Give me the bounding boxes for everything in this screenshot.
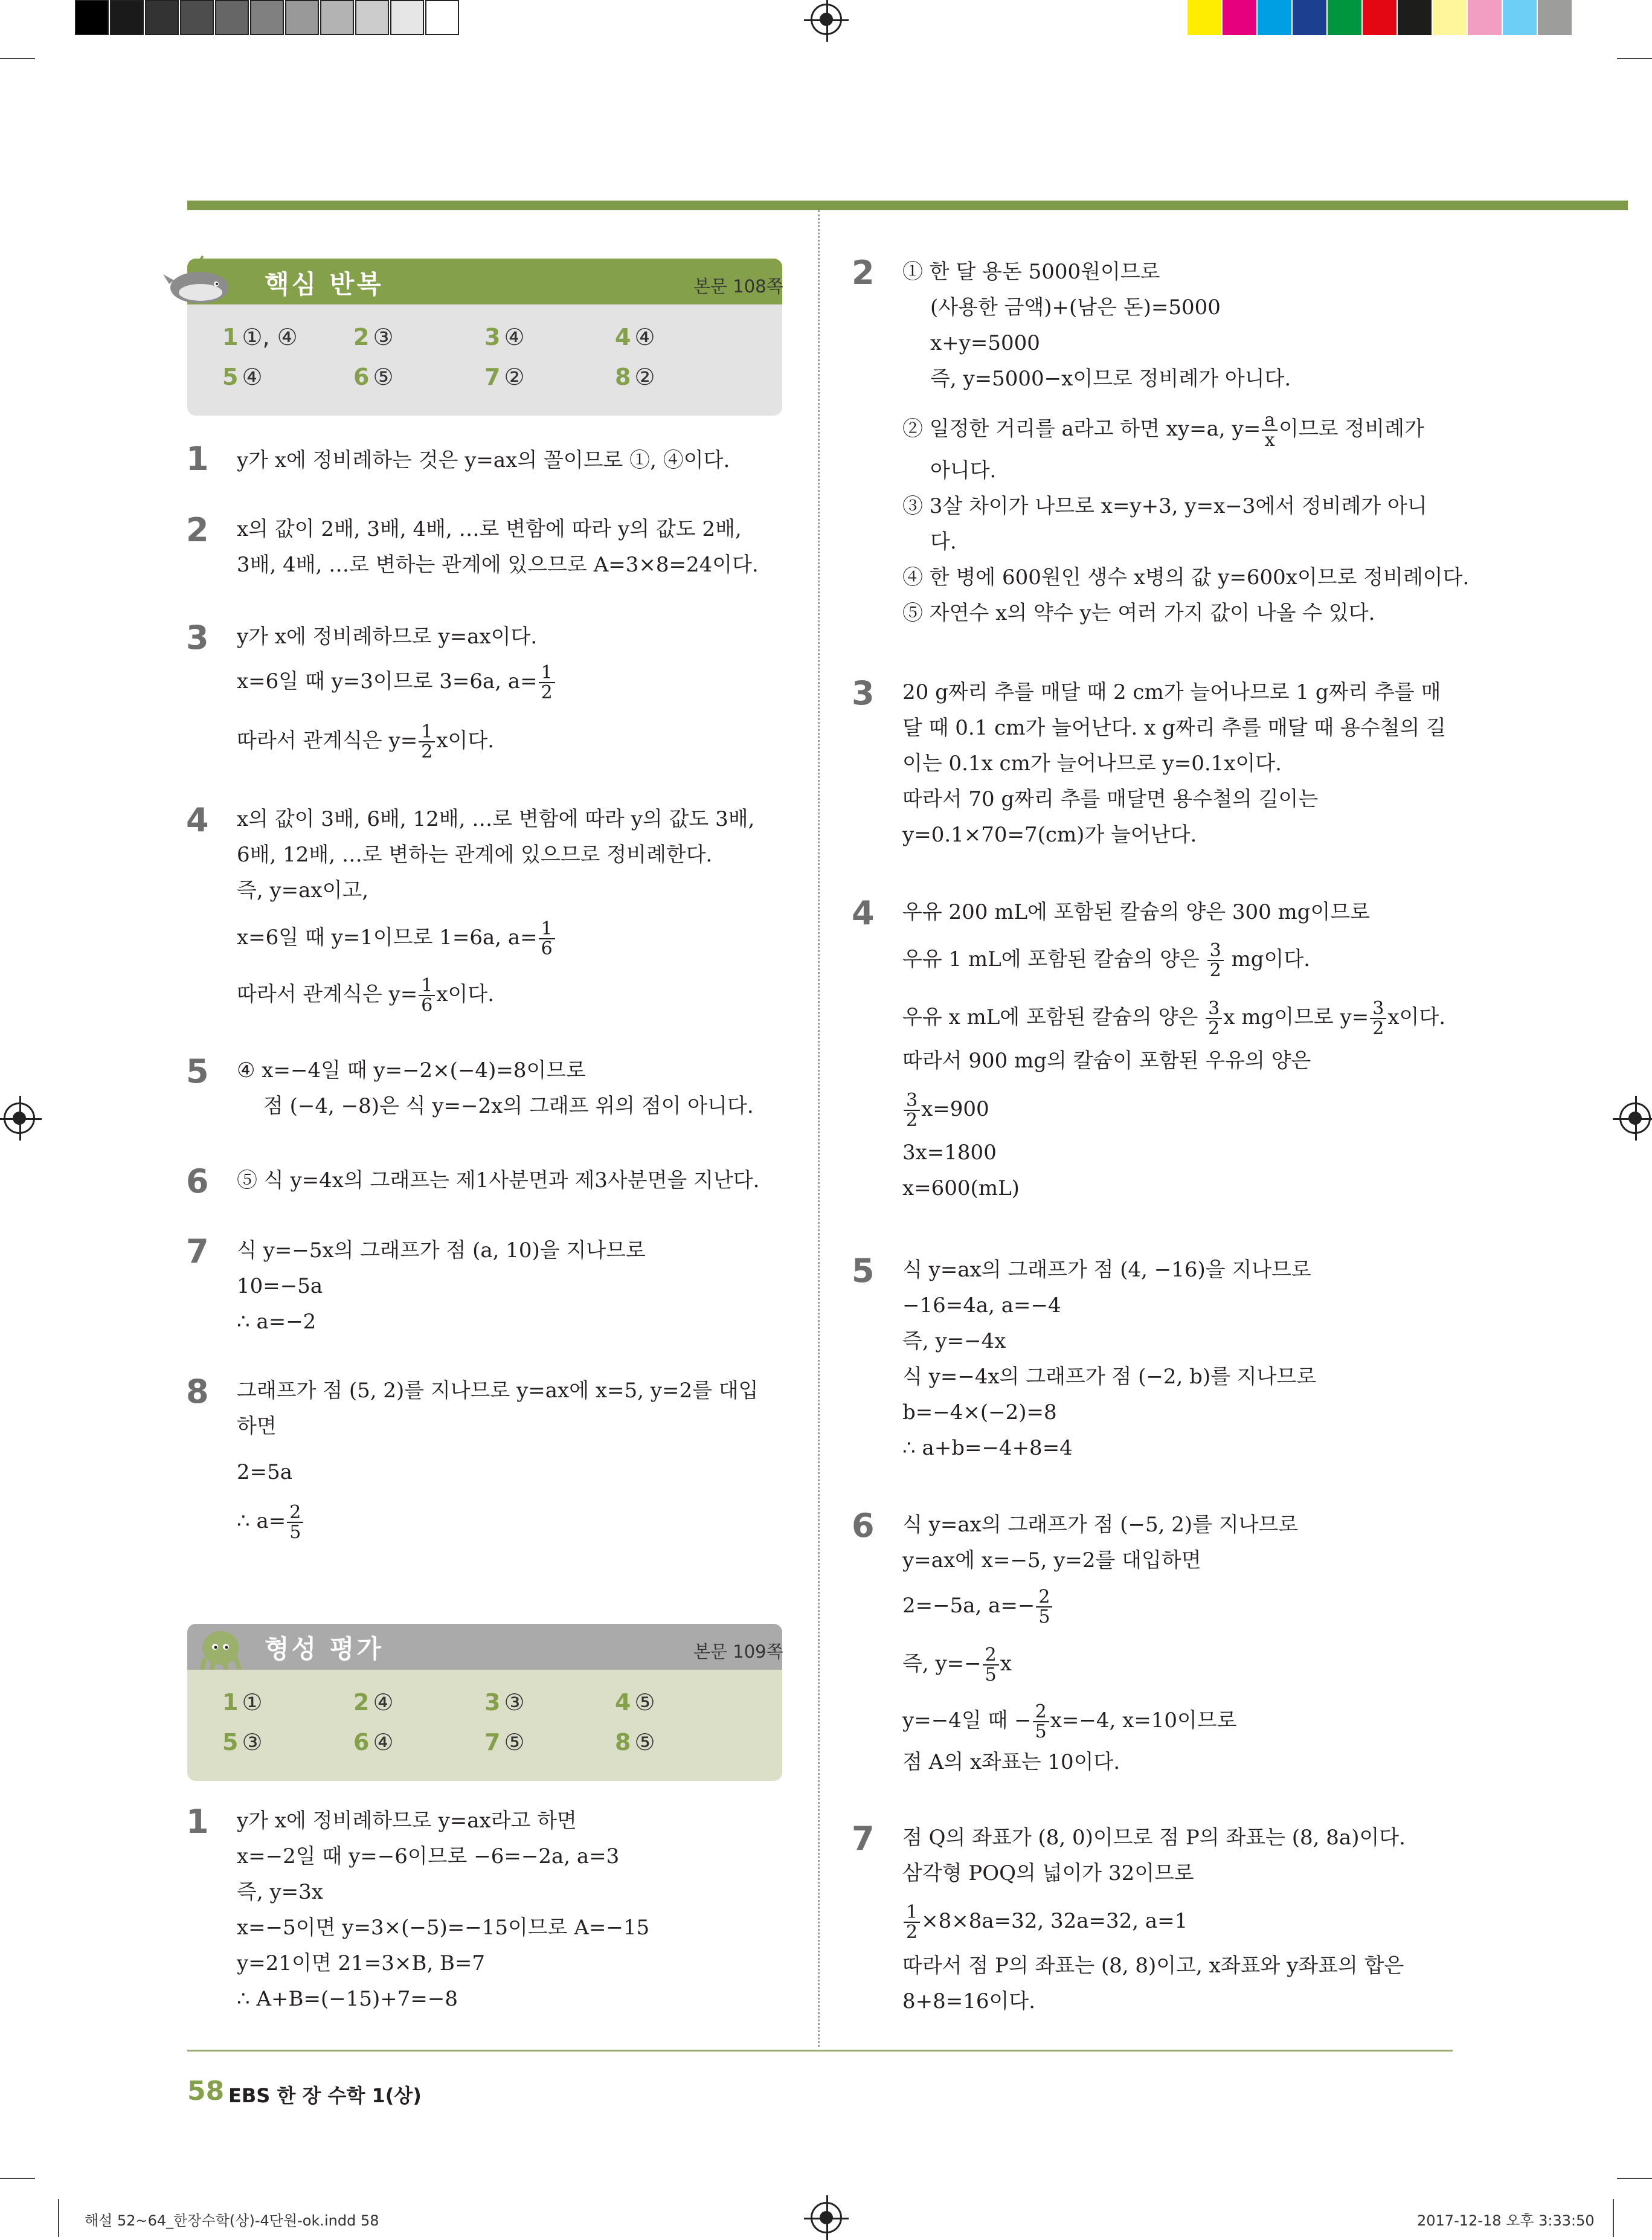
- solution-line: x=6일 때 y=1이므로 1=6a, a= $\frac{1}{6}$: [237, 919, 556, 958]
- solution-line: 즉, y=− $\frac{2}{5}$ x: [902, 1644, 1012, 1685]
- answer-grid: [187, 1670, 782, 1781]
- fraction: $\frac{2}{5}$: [1036, 1588, 1052, 1626]
- answer-item: 3 ③: [484, 1689, 525, 1716]
- answer-item: 5 ④: [222, 364, 263, 390]
- question-number: 6: [186, 1162, 209, 1200]
- question-number: 4: [852, 894, 875, 932]
- solution-line: 3배, 4배, …로 변하는 관계에 있으므로 A=3×8=24이다.: [237, 553, 759, 577]
- gray-swatch: [320, 0, 354, 35]
- answer-item: 8 ②: [615, 364, 655, 390]
- question-number: 3: [852, 674, 875, 712]
- question-number: 6: [852, 1507, 875, 1545]
- solution-line: 10=−5a: [237, 1274, 323, 1298]
- solution-line: 식 y=ax의 그래프가 점 (−5, 2)를 지나므로: [902, 1513, 1299, 1537]
- solution-line: ② 일정한 거리를 a라고 하면 xy=a, y= $\frac{a}{x}$ 이므로 정비례가: [902, 410, 1424, 451]
- gray-swatch: [425, 0, 459, 35]
- crop-mark: [0, 2178, 35, 2179]
- answer-item: 2 ③: [353, 324, 394, 350]
- gray-swatch: [180, 0, 214, 35]
- question-number: 8: [186, 1373, 209, 1411]
- fraction: $\frac{1}{2}$: [539, 663, 555, 702]
- fraction: $\frac{1}{2}$: [904, 1903, 920, 1942]
- whale-mascot-icon: [163, 253, 236, 307]
- solution-line: 식 y=−4x의 그래프가 점 (−2, b)를 지나므로: [902, 1365, 1317, 1389]
- question-number: 5: [186, 1052, 209, 1090]
- solution-line: 따라서 관계식은 y= $\frac{1}{6}$ x이다.: [237, 975, 494, 1016]
- solution-line: 따라서 점 P의 좌표는 (8, 8)이고, x좌표와 y좌표의 합은: [902, 1954, 1404, 1978]
- gray-swatch: [390, 0, 424, 35]
- answer-item: 1 ①, ④: [222, 324, 298, 350]
- answer-item: 4 ⑤: [615, 1689, 655, 1716]
- solution-line: 즉, y=ax이고,: [237, 878, 369, 903]
- solution-line: x의 값이 3배, 6배, 12배, …로 변함에 따라 y의 값도 3배,: [237, 807, 755, 831]
- fraction: $\frac{2}{5}$: [1033, 1702, 1049, 1741]
- solution-line: 우유 x mL에 포함된 칼슘의 양은 $\frac{3}{2}$ x mg이므로 y= $\frac{3}{2}$ x이다.: [902, 998, 1446, 1039]
- question-number: 1: [186, 440, 209, 478]
- answer-item: 7 ⑤: [484, 1729, 525, 1756]
- solution-line: 20 g짜리 추를 매달 때 2 cm가 늘어나므로 1 g짜리 추를 매: [902, 680, 1441, 704]
- solution-line: $\frac{3}{2}$ x=900: [902, 1091, 989, 1130]
- answer-item: 2 ④: [353, 1689, 394, 1716]
- solution-line: 8+8=16이다.: [902, 1989, 1035, 2013]
- color-swatch: [1188, 0, 1221, 35]
- question-number: 7: [852, 1820, 875, 1858]
- solution-line: 점 (−4, −8)은 식 y=−2x의 그래프 위의 점이 아니다.: [263, 1094, 754, 1118]
- solution-line: 달 때 0.1 cm가 늘어난다. x g짜리 추를 매달 때 용수철의 길: [902, 716, 1447, 740]
- registration-mark-right-icon: [1619, 1102, 1651, 1134]
- question-number: 1: [186, 1803, 209, 1841]
- section-title: 형성 평가: [265, 1634, 384, 1664]
- question-number: 4: [186, 801, 209, 839]
- solution-line: 이는 0.1x cm가 늘어나므로 y=0.1x이다.: [902, 751, 1282, 776]
- solution-line: b=−4×(−2)=8: [902, 1400, 1057, 1424]
- footer-rule: [187, 2050, 1453, 2052]
- solution-line: x+y=5000: [930, 331, 1040, 355]
- crop-mark: [1617, 58, 1652, 59]
- color-swatch: [1433, 0, 1467, 35]
- answer-item: 7 ②: [484, 364, 525, 390]
- fraction: $\frac{1}{6}$: [419, 976, 435, 1015]
- registration-mark-left-icon: [4, 1102, 35, 1134]
- solution-line: ④ x=−4일 때 y=−2×(−4)=8이므로: [237, 1058, 586, 1083]
- question-number: 5: [852, 1252, 875, 1290]
- gray-swatch: [285, 0, 319, 35]
- gray-swatch: [75, 0, 109, 35]
- solution-line: 6배, 12배, …로 변하는 관계에 있으므로 정비례한다.: [237, 843, 713, 867]
- question-number: 2: [852, 254, 875, 292]
- answer-item: 1 ①: [222, 1689, 263, 1716]
- solution-line: ④ 한 병에 600원인 생수 x병의 값 y=600x이므로 정비례이다.: [902, 565, 1470, 590]
- gray-swatch: [355, 0, 389, 35]
- solution-line: x=−2일 때 y=−6이므로 −6=−2a, a=3: [237, 1844, 620, 1868]
- solution-line: (사용한 금액)+(남은 돈)=5000: [930, 295, 1221, 320]
- solution-line: 삼각형 POQ의 넓이가 32이므로: [902, 1861, 1194, 1885]
- answer-grid: [187, 304, 782, 416]
- solution-line: y가 x에 정비례하므로 y=ax라고 하면: [237, 1809, 577, 1833]
- solution-line: 다.: [930, 530, 957, 554]
- solution-line: 우유 1 mL에 포함된 칼슘의 양은 $\frac{3}{2}$ mg이다.: [902, 940, 1311, 981]
- solution-line: y=0.1×70=7(cm)가 늘어난다.: [902, 823, 1197, 847]
- solution-line: 따라서 900 mg의 칼슘이 포함된 우유의 양은: [902, 1049, 1311, 1073]
- solution-line: 3x=1800: [902, 1141, 997, 1165]
- question-number: 3: [186, 619, 209, 657]
- solution-line: 하면: [237, 1414, 277, 1438]
- solution-line: 식 y=ax의 그래프가 점 (4, −16)을 지나므로: [902, 1258, 1311, 1282]
- solution-line: y가 x에 정비례하므로 y=ax이다.: [237, 625, 538, 649]
- fraction: $\frac{1}{2}$: [419, 723, 435, 761]
- answer-item: 5 ③: [222, 1729, 263, 1756]
- fraction: $\frac{3}{2}$: [904, 1091, 920, 1130]
- solution-line: 2=5a: [237, 1460, 293, 1484]
- solution-line: 식 y=−5x의 그래프가 점 (a, 10)을 지나므로: [237, 1238, 646, 1263]
- section-page-ref: 본문 108쪽: [693, 276, 783, 297]
- solution-line: ∴ A+B=(−15)+7=−8: [237, 1987, 458, 2011]
- solution-line: 즉, y=−4x: [902, 1329, 1006, 1353]
- gray-swatch: [215, 0, 249, 35]
- slug-timestamp: 2017-12-18 오후 3:33:50: [1417, 2212, 1595, 2229]
- answer-item: 6 ④: [353, 1729, 394, 1756]
- solution-line: y가 x에 정비례하는 것은 y=ax의 꼴이므로 ①, ④이다.: [237, 448, 730, 472]
- color-swatch: [1398, 0, 1432, 35]
- color-swatch: [1328, 0, 1361, 35]
- solution-line: x의 값이 2배, 3배, 4배, …로 변함에 따라 y의 값도 2배,: [237, 517, 742, 541]
- crop-mark: [1617, 2178, 1652, 2179]
- solution-line: y=21이면 21=3×B, B=7: [237, 1951, 486, 1975]
- color-swatch: [1293, 0, 1326, 35]
- solution-line: −16=4a, a=−4: [902, 1293, 1061, 1318]
- answer-item: 8 ⑤: [615, 1729, 655, 1756]
- registration-mark-top-icon: [811, 4, 842, 35]
- gray-swatch: [145, 0, 179, 35]
- slug-filename: 해설 52~64_한장수학(상)-4단원-ok.indd 58: [85, 2212, 379, 2229]
- solution-line: ① 한 달 용돈 5000원이므로: [902, 260, 1160, 284]
- question-number: 2: [186, 511, 209, 549]
- solution-line: x=600(mL): [902, 1176, 1020, 1200]
- fraction: $\frac{2}{5}$: [983, 1646, 999, 1684]
- solution-line: 우유 200 mL에 포함된 칼슘의 양은 300 mg이므로: [902, 900, 1371, 924]
- column-divider: [818, 210, 820, 2047]
- section-page-ref: 본문 109쪽: [693, 1641, 783, 1662]
- gray-swatch: [110, 0, 144, 35]
- solution-line: 즉, y=5000−x이므로 정비례가 아니다.: [930, 367, 1291, 391]
- solution-line: ⑤ 자연수 x의 약수 y는 여러 가지 값이 나올 수 있다.: [902, 601, 1375, 625]
- crop-mark: [1613, 2199, 1614, 2237]
- solution-line: 그래프가 점 (5, 2)를 지나므로 y=ax에 x=5, y=2를 대입: [237, 1379, 759, 1403]
- fraction: $\frac{1}{6}$: [539, 919, 555, 958]
- solution-line: y=ax에 x=−5, y=2를 대입하면: [902, 1548, 1201, 1572]
- color-swatch: [1468, 0, 1502, 35]
- solution-line: 점 Q의 좌표가 (8, 0)이므로 점 P의 좌표는 (8, 8a)이다.: [902, 1826, 1406, 1850]
- solution-line: 즉, y=3x: [237, 1880, 323, 1904]
- solution-line: 2=−5a, a=− $\frac{2}{5}$: [902, 1588, 1053, 1626]
- solution-line: x=6일 때 y=3이므로 3=6a, a= $\frac{1}{2}$: [237, 663, 556, 702]
- solution-line: ③ 3살 차이가 나므로 x=y+3, y=x−3에서 정비례가 아니: [902, 494, 1427, 518]
- book-title: EBS 한 장 수학 1(상): [228, 2084, 422, 2107]
- solution-line: 아니다.: [930, 459, 997, 483]
- section-title: 핵심 반복: [265, 269, 384, 299]
- answer-item: 6 ⑤: [353, 364, 394, 390]
- solution-line: y=−4일 때 − $\frac{2}{5}$ x=−4, x=10이므로: [902, 1701, 1237, 1742]
- crop-mark: [0, 58, 35, 59]
- fraction: $\frac{3}{2}$: [1370, 999, 1386, 1038]
- registration-mark-bottom-icon: [811, 2202, 842, 2233]
- page-number: 58: [187, 2076, 225, 2106]
- answer-item: 4 ④: [615, 324, 655, 350]
- solution-line: 따라서 관계식은 y= $\frac{1}{2}$ x이다.: [237, 721, 494, 762]
- solution-line: ⑤ 식 y=4x의 그래프는 제1사분면과 제3사분면을 지난다.: [237, 1168, 760, 1192]
- solution-line: $\frac{1}{2}$ ×8×8a=32, 32a=32, a=1: [902, 1903, 1188, 1942]
- fraction: $\frac{a}{x}$: [1262, 411, 1278, 449]
- fraction: $\frac{3}{2}$: [1206, 999, 1222, 1038]
- color-swatch: [1538, 0, 1572, 35]
- gray-swatch: [250, 0, 284, 35]
- solution-line: ∴ a=−2: [237, 1310, 317, 1334]
- color-swatch: [1363, 0, 1396, 35]
- solution-line: 따라서 70 g짜리 추를 매달면 용수철의 길이는: [902, 787, 1319, 811]
- color-swatch: [1258, 0, 1291, 35]
- solution-line: ∴ a= $\frac{2}{5}$: [237, 1503, 304, 1542]
- crop-mark: [58, 2199, 59, 2237]
- question-number: 7: [186, 1232, 209, 1270]
- top-accent-bar: [187, 201, 1628, 210]
- fraction: $\frac{3}{2}$: [1207, 941, 1224, 980]
- color-swatch: [1503, 0, 1537, 35]
- solution-line: 점 A의 x좌표는 10이다.: [902, 1750, 1120, 1774]
- color-swatch: [1223, 0, 1256, 35]
- answer-item: 3 ④: [484, 324, 525, 350]
- solution-line: x=−5이면 y=3×(−5)=−15이므로 A=−15: [237, 1916, 650, 1940]
- solution-line: ∴ a+b=−4+8=4: [902, 1436, 1073, 1460]
- fraction: $\frac{2}{5}$: [287, 1503, 303, 1542]
